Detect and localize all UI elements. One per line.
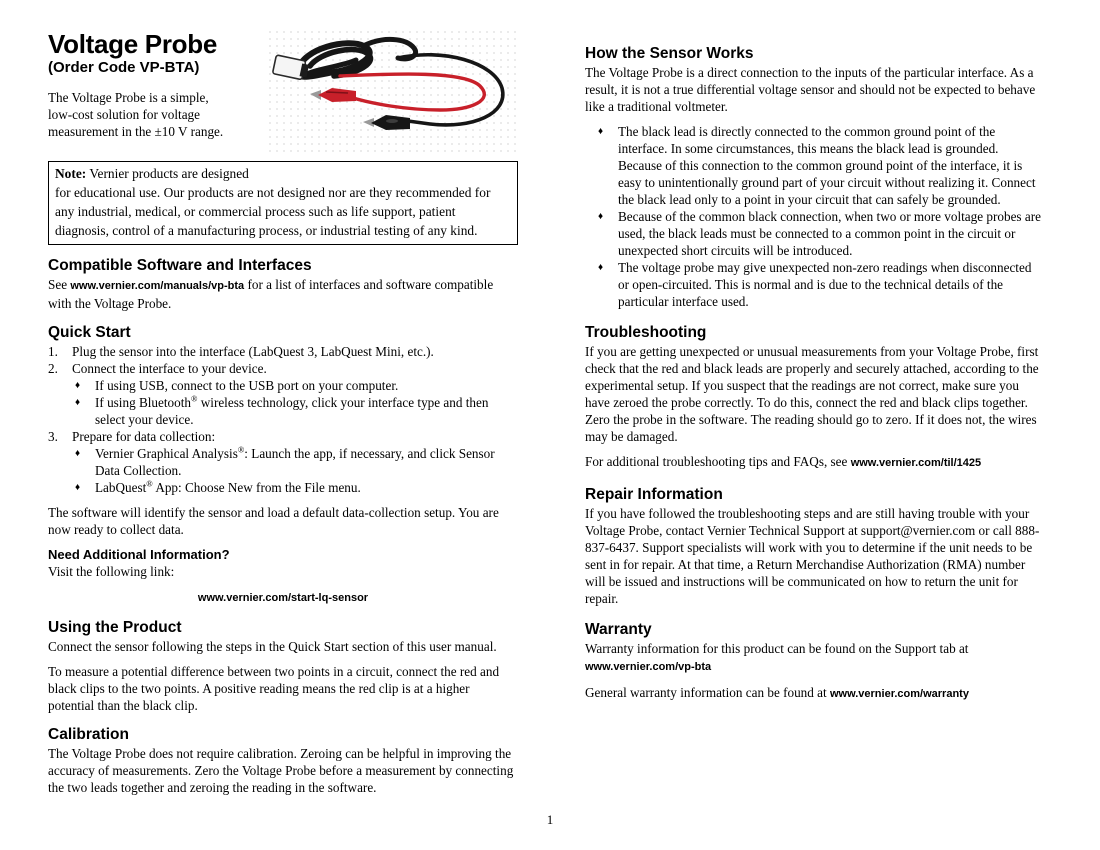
step-text: Prepare for data collection: <box>72 429 216 444</box>
list-item <box>75 377 518 394</box>
heading-warranty: Warranty <box>585 621 652 638</box>
list-item <box>598 259 1045 310</box>
right-column <box>585 39 1045 703</box>
sub-step-text: Vernier Graphical Analysis®: Launch the app, if necessary, and click Sensor Data Collection. <box>95 444 495 478</box>
bullet-diamond-icon: ♦ <box>598 126 604 137</box>
heading-need-additional-information: Need Additional Information? <box>48 547 230 562</box>
heading-using-the-product: Using the Product <box>48 619 182 636</box>
sub-step-text: If using Bluetooth® wireless technology, click your interface type and then select your device. <box>95 393 489 427</box>
step-number: 2. <box>48 361 58 376</box>
note-text: Note: Vernier products are designed for educational use. Our products are not designed nor are they recommended for any industrial, medical, or commercial process such as life support, patient diagnosis, control of a manufacturing process, or industrial testing of any kind. <box>55 166 491 238</box>
step-number: 3. <box>48 429 58 444</box>
start-lq-sensor-link: www.vernier.com/start-lq-sensor <box>197 592 369 604</box>
list-item <box>598 123 1045 208</box>
list-item <box>48 428 518 445</box>
step-text: Plug the sensor into the interface (LabQuest 3, LabQuest Mini, etc.). <box>72 344 434 359</box>
quick-start-outro: The software will identify the sensor and load a default data-collection setup. You are now ready to collect data. <box>48 505 499 537</box>
voltage-probe-image <box>268 30 518 152</box>
photo-background <box>268 30 518 152</box>
bullet-diamond-icon: ♦ <box>75 448 81 459</box>
repair-paragraph: If you have followed the troubleshooting steps and are still having trouble with your Voltage Probe, contact Vernier Technical Support at support@vernier.com or call 888-837-6437. Support specialists will work with you to determine if the unit needs to be sent in for repair. At that time, a Return Merchandise Authorization (RMA) number will be issued and instructions will be communicated on how to return the unit for repair. <box>585 506 1040 606</box>
warranty-paragraph-2: General warranty information can be found at www.vernier.com/warranty <box>585 685 969 700</box>
list-item <box>75 479 518 496</box>
page-number: 1 <box>546 812 554 827</box>
intro-paragraph: The Voltage Probe is a simple, low-cost solution for voltage measurement in the ±10 V range. <box>48 90 224 139</box>
list-item <box>48 343 518 360</box>
bullet-diamond-icon: ♦ <box>598 211 604 222</box>
bullet-diamond-icon: ♦ <box>598 262 604 273</box>
sub-step-text: If using USB, connect to the USB port on your computer. <box>95 378 399 393</box>
list-item <box>598 208 1045 259</box>
title-block <box>48 30 228 152</box>
heading-calibration: Calibration <box>48 726 129 743</box>
warranty-paragraph-1: Warranty information for this product can be found on the Support tab at www.vernier.com/vp-bta <box>585 641 969 673</box>
note-box <box>48 161 518 245</box>
heading-how-the-sensor-works: How the Sensor Works <box>585 45 754 62</box>
heading-repair-information: Repair Information <box>585 486 723 503</box>
troubleshooting-faq-line: For additional troubleshooting tips and FAQs, see www.vernier.com/til/1425 <box>585 454 982 469</box>
step-number: 1. <box>48 344 58 359</box>
list-item <box>48 360 518 377</box>
list-item <box>75 445 518 479</box>
bullet-diamond-icon: ♦ <box>75 397 81 408</box>
bullet-text: The black lead is directly connected to the common ground point of the interface. In some circumstances, this means the black lead is grounded. Because of this connection to the common ground point of the interface, it is easy to unintentionally ground part of your circuit without realizing it. Connect the black lead only to a point in your circuit that can safely be grounded. <box>618 124 1036 207</box>
bullet-text: The voltage probe may give unexpected non-zero readings when disconnected or open-circuited. This is normal and is due to the technical details of the particular interface used. <box>618 260 1032 309</box>
left-column <box>48 30 518 796</box>
order-code: (Order Code VP-BTA) <box>48 59 200 76</box>
list-item <box>75 394 518 428</box>
step-text: Connect the interface to your device. <box>72 361 267 376</box>
page-title: Voltage Probe <box>48 29 217 59</box>
quick-start-list <box>48 343 518 496</box>
bullet-diamond-icon: ♦ <box>75 482 81 493</box>
calibration-paragraph: The Voltage Probe does not require calibration. Zeroing can be helpful in improving the accuracy of measurements. Zero the Voltage Probe before a measurement by connecting the two leads together and zeroing the reading in the software. <box>48 746 514 795</box>
compatible-paragraph: See www.vernier.com/manuals/vp-bta for a list of interfaces and software compatible with the Voltage Probe. <box>48 277 494 311</box>
bullet-text: Because of the common black connection, when two or more voltage probes are used, the black leads must be connected to a common point in the circuit or unexpected short circuits will be introduced. <box>618 209 1041 258</box>
how-works-bullet-list <box>585 123 1045 310</box>
need-info-text: Visit the following link: <box>48 564 175 579</box>
bullet-diamond-icon: ♦ <box>75 380 81 391</box>
using-paragraph-1: Connect the sensor following the steps in the Quick Start section of this user manual. <box>48 639 497 654</box>
sub-step-text: LabQuest® App: Choose New from the File menu. <box>95 478 361 495</box>
heading-quick-start: Quick Start <box>48 324 131 341</box>
how-works-intro: The Voltage Probe is a direct connection to the inputs of the particular interface. As a result, it is not a true differential voltage sensor and should not be expected to behave like a traditional voltmeter. <box>585 65 1036 114</box>
using-paragraph-2: To measure a potential difference between two points in a circuit, connect the red and black clips to the two points. A positive reading means the red clip is at a higher potential than the black clip. <box>48 664 500 713</box>
heading-compatible-software: Compatible Software and Interfaces <box>48 257 312 274</box>
heading-troubleshooting: Troubleshooting <box>585 324 707 341</box>
product-photo <box>268 30 518 152</box>
troubleshooting-paragraph: If you are getting unexpected or unusual measurements from your Voltage Probe, first check that the red and black leads are properly and securely attached, according to the experimental setup. If you suspect that the readings are not correct, make sure you have zeroed the probe correctly. To do this, connect the red and black clips together. Zero the probe in the software. The reading should go to zero. If it does not, the wires may be damaged. <box>585 344 1039 444</box>
document-header <box>48 30 518 152</box>
